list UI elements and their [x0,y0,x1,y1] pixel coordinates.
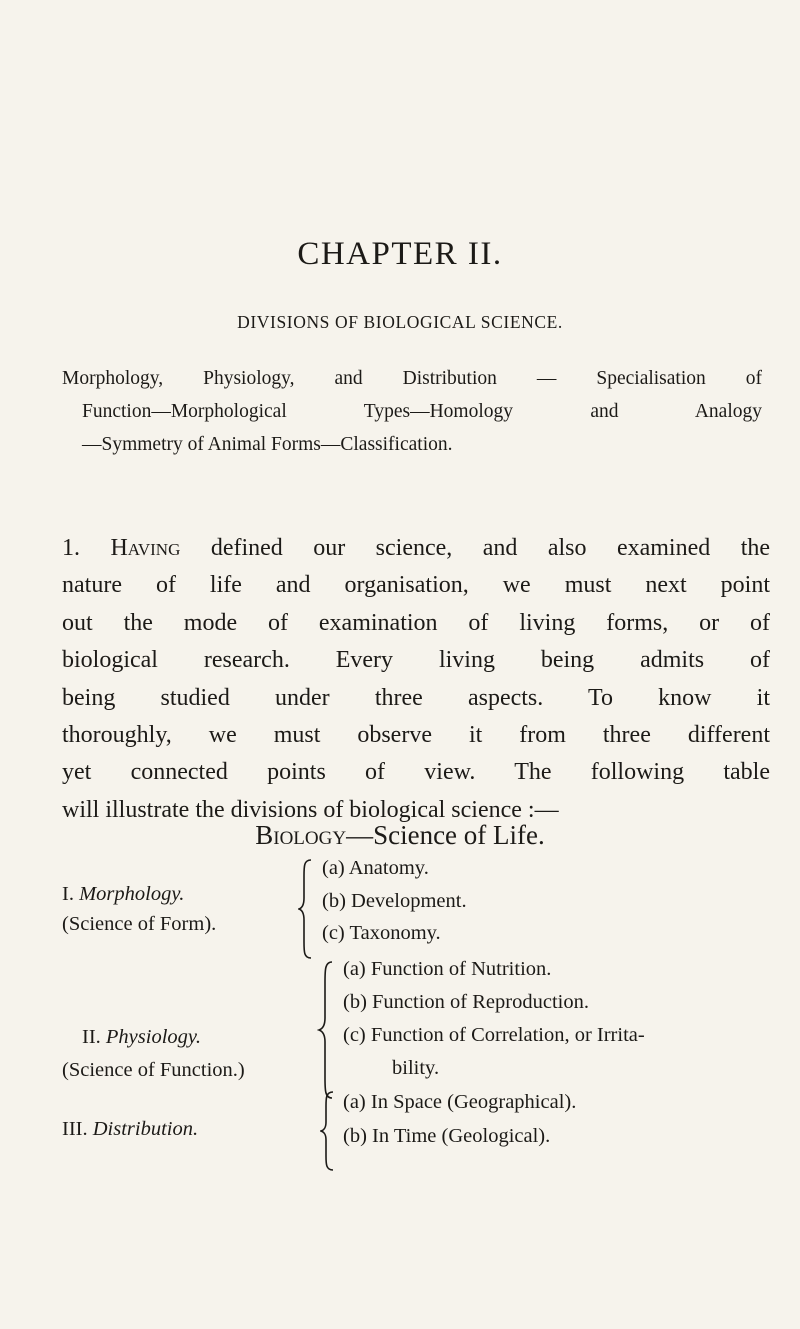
brace-morphology-icon [298,858,314,960]
morphology-item: (a) Anatomy. [322,857,429,879]
division-physiology-heading: II. Physiology. [82,1026,201,1048]
summary-line: Morphology, Physiology, and Distribution — Specialisation of [62,368,762,389]
summary-line: —Symmetry of Animal Forms—Classification. [82,434,453,455]
chapter-subtitle: DIVISIONS OF BIOLOGICAL SCIENCE. [237,312,563,332]
distribution-item: (b) In Time (Geological). [343,1125,551,1147]
physiology-item: (a) Function of Nutrition. [343,958,552,980]
paragraph-line [62,530,770,567]
table-title-word: Biology [255,820,347,850]
division-morphology-heading: I. Morphology. [62,883,185,905]
table-title-rest: —Science of Life. [346,820,545,850]
division-distribution-heading: III. Distribution. [62,1118,199,1140]
paragraph-line: being studied under three aspects. To know it [62,684,770,711]
division-physiology-description: (Science of Function.) [62,1059,245,1081]
paragraph-line: thoroughly, we must observe it from three different [62,722,770,749]
brace-physiology-icon [317,960,335,1100]
brace-distribution-icon [320,1090,336,1172]
paragraph-line: out the mode of examination of living forms, or of [62,609,770,636]
summary-line: Function—Morphological Types—Homology and Analogy [82,401,762,422]
paragraph-lead-word: Having [110,535,181,561]
distribution-item: (a) In Space (Geographical). [343,1091,577,1113]
morphology-item: (c) Taxonomy. [322,922,441,944]
physiology-item: (b) Function of Reproduction. [343,991,589,1013]
paragraph-line: nature of life and organisation, we must next point [62,572,770,599]
chapter-title: CHAPTER II. [297,236,503,272]
table-title [0,820,800,851]
division-morphology-description: (Science of Form). [62,913,217,935]
morphology-item: (b) Development. [322,890,467,912]
body-paragraph [62,530,770,829]
paragraph-first-line-text: defined our science, and also examined the [210,535,771,561]
paragraph-line: will illustrate the divisions of biological science :— [62,796,559,823]
physiology-item: (c) Function of Correlation, or Irrita- [343,1024,645,1046]
paragraph-number: 1. [62,535,80,561]
chapter-summary [62,362,762,461]
physiology-item: bility. [392,1057,440,1079]
paragraph-line: yet connected points of view. The following table [62,759,770,786]
paragraph-line: biological research. Every living being admits of [62,647,770,674]
